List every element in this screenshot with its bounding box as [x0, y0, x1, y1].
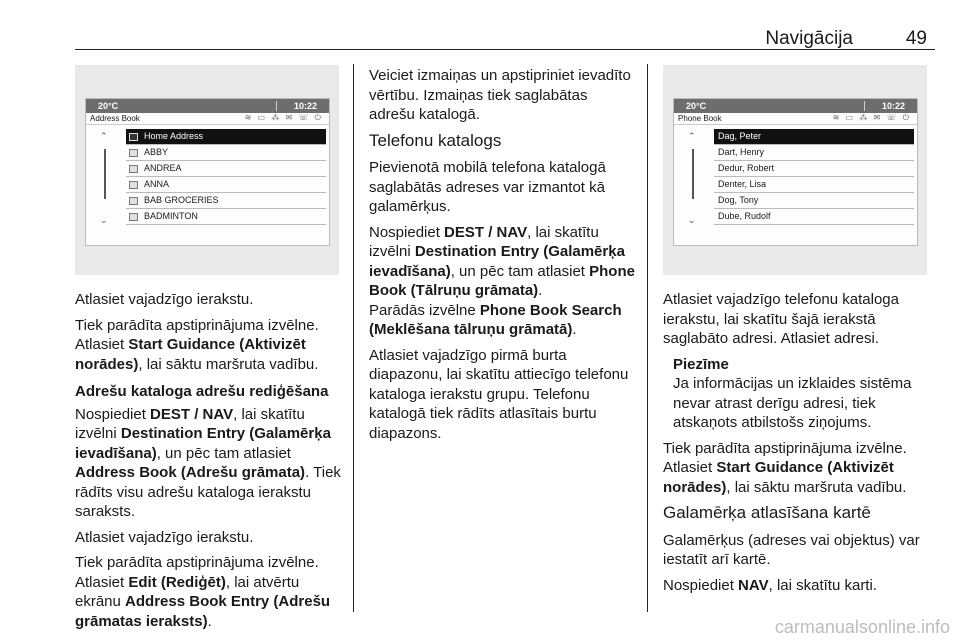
poi-icon	[129, 197, 138, 205]
note-box	[663, 355, 938, 433]
phone-book-screen	[673, 98, 918, 246]
column-2	[369, 66, 637, 449]
paragraph: Nospiediet DEST / NAV, lai skatītu izvēlni Destination Entry (Galamērķa ievadīšana), un pēc tam atlasiet Phone Book (Tālruņu grāmata). Parādās izvēlne Phone Book Search (Meklēšana tālruņu grāmatā).	[369, 223, 635, 338]
phone-book-screenshot	[663, 65, 927, 275]
scroll-down-icon[interactable]: ⌄	[688, 215, 696, 225]
scroll-thumb[interactable]	[104, 149, 106, 199]
note-text: Ja informācijas un izklaides sistēma nevar atrast derīgu adresi, tiek atskaņots atbilstošs ziņojums.	[673, 375, 912, 431]
contact-icon	[129, 213, 138, 221]
paragraph: Atlasiet vajadzīgo ierakstu.	[75, 291, 254, 308]
scroll-down-icon[interactable]: ⌄	[100, 215, 108, 225]
temperature: 20°C	[98, 101, 119, 111]
status-icons: ≋ ▭ ⁂ ✉ ☏ ⏻	[244, 113, 323, 122]
page-title: Navigācija	[765, 28, 853, 49]
scroll-up-icon[interactable]: ⌃	[100, 131, 108, 141]
note-title: Piezīme	[673, 355, 729, 373]
list-item[interactable]: Dube, Rudolf	[714, 209, 914, 225]
section-heading: Galamērķa atlasīšana kartē	[663, 503, 871, 522]
page-number: 49	[905, 28, 927, 49]
address-book-screenshot	[75, 65, 339, 275]
section-heading: Telefonu katalogs	[369, 130, 502, 150]
list-item[interactable]: BAB GROCERIES	[126, 193, 326, 209]
home-icon	[129, 133, 138, 141]
clock: 10:22	[293, 101, 317, 111]
status-separator	[276, 101, 277, 111]
paragraph: Galamērķus (adreses vai objektus) var iestatīt arī kartē.	[663, 531, 920, 568]
temperature: 20°C	[686, 101, 707, 111]
contact-icon	[129, 149, 138, 157]
paragraph: Nospiediet NAV, lai skatītu karti.	[663, 576, 877, 594]
contact-icon	[129, 165, 138, 173]
screen-subheader	[86, 113, 329, 125]
paragraph: Veiciet izmaiņas un apstipriniet ievadīto vērtību. Izmaiņas tiek saglabātas adrešu katalogā.	[369, 67, 631, 123]
list-item[interactable]: Dart, Henry	[714, 145, 914, 161]
contact-icon	[129, 181, 138, 189]
column-1	[75, 290, 345, 637]
list-item[interactable]: Dog, Tony	[714, 193, 914, 209]
list-item[interactable]: ANDREA	[126, 161, 326, 177]
list-item[interactable]: Dedur, Robert	[714, 161, 914, 177]
list-item[interactable]: Dag, Peter	[714, 129, 914, 145]
list-item[interactable]: ANNA	[126, 177, 326, 193]
list-item[interactable]: Home Address	[126, 129, 326, 145]
column-divider-2	[647, 64, 648, 612]
paragraph: Tiek parādīta apstiprinājuma izvēlne. Atlasiet Start Guidance (Aktivizēt norādes), lai sāktu maršruta vadību.	[75, 316, 319, 373]
status-icons: ≋ ▭ ⁂ ✉ ☏ ⏻	[832, 113, 911, 122]
scrollbar[interactable]	[686, 131, 700, 226]
screen-title: Address Book	[90, 114, 140, 123]
scroll-thumb[interactable]	[692, 149, 694, 199]
scroll-up-icon[interactable]: ⌃	[688, 131, 696, 141]
paragraph: Tiek parādīta apstiprinājuma izvēlne. Atlasiet Start Guidance (Aktivizēt norādes), lai sāktu maršruta vadību.	[663, 439, 907, 496]
status-separator	[864, 101, 865, 111]
list-item[interactable]: BADMINTON	[126, 209, 326, 225]
address-book-screen	[85, 98, 330, 246]
status-bar	[674, 99, 917, 113]
paragraph: Atlasiet vajadzīgo pirmā burta diapazonu, lai skatītu attiecīgo telefonu kataloga ierakstu grupu. Telefonu katalogā tiek rādīts atlasītais burtu diapazons.	[369, 346, 629, 442]
address-list	[126, 129, 326, 225]
section-heading: Adrešu kataloga adrešu rediģēšana	[75, 383, 329, 400]
paragraph: Nospiediet DEST / NAV, lai skatītu izvēlni Destination Entry (Galamērķa ievadīšana), un pēc tam atlasiet Address Book (Adrešu grāmata). Tiek rādīts visu adrešu kataloga ierakstu saraksts.	[75, 405, 341, 520]
paragraph: Pievienotā mobilā telefona katalogā saglabātās adreses var izmantot kā galamērķus.	[369, 159, 606, 215]
phone-list	[714, 129, 914, 225]
header-rule	[75, 49, 935, 50]
screen-title: Phone Book	[678, 114, 722, 123]
clock: 10:22	[881, 101, 905, 111]
paragraph: Atlasiet vajadzīgo ierakstu.	[75, 528, 254, 546]
status-bar	[86, 99, 329, 113]
page-header	[75, 26, 935, 50]
screen-subheader	[674, 113, 917, 125]
column-divider-1	[353, 64, 354, 612]
list-item[interactable]: Denter, Lisa	[714, 177, 914, 193]
paragraph: Atlasiet vajadzīgo telefonu kataloga ierakstu, lai skatītu šajā ierakstā saglabāto adresi. Atlasiet adresi.	[663, 291, 899, 347]
list-item[interactable]: ABBY	[126, 145, 326, 161]
scrollbar[interactable]	[98, 131, 112, 226]
paragraph: Tiek parādīta apstiprinājuma izvēlne. Atlasiet Edit (Rediģēt), lai atvērtu ekrānu Address Book Entry (Adrešu grāmatas ieraksts).	[75, 554, 331, 630]
column-3	[663, 290, 938, 601]
watermark: carmanualsonline.info	[774, 617, 950, 637]
